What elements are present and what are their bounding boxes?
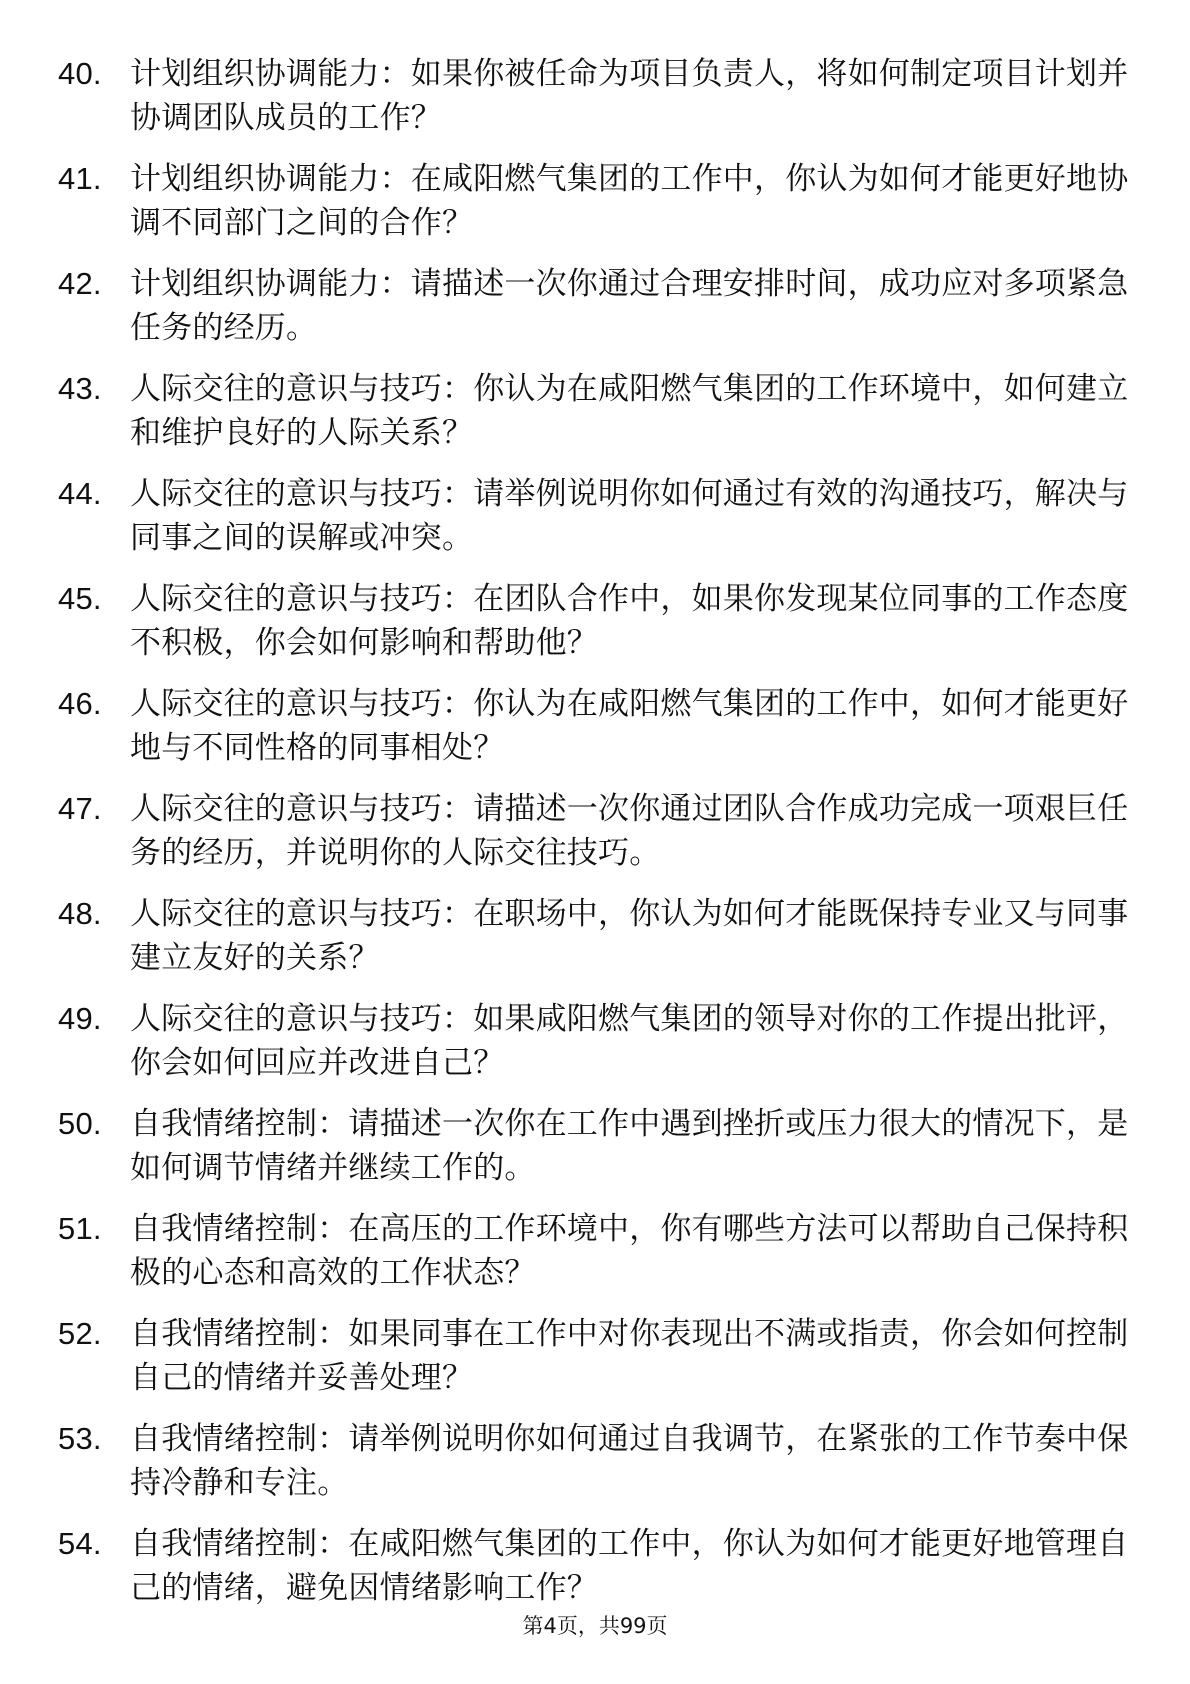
question-text: 人际交往的意识与技巧：你认为在咸阳燃气集团的工作环境中，如何建立和维护良好的人际关系？: [130, 371, 1129, 451]
question-number: 48.: [58, 896, 102, 931]
question-text: 计划组织协调能力：在咸阳燃气集团的工作中，你认为如何才能更好地协调不同部门之间的合作？: [130, 161, 1129, 241]
question-item: [58, 367, 1129, 455]
question-text: 自我情绪控制：请描述一次你在工作中遇到挫折或压力很大的情况下，是如何调节情绪并继续工作的。: [130, 1106, 1129, 1186]
question-item: [58, 1102, 1129, 1190]
question-text: 人际交往的意识与技巧：在团队合作中，如果你发现某位同事的工作态度不积极，你会如何影响和帮助他？: [130, 581, 1129, 661]
question-item: [58, 577, 1129, 665]
question-number: 44.: [58, 476, 102, 511]
question-item: [58, 1207, 1129, 1295]
question-text: 计划组织协调能力：请描述一次你通过合理安排时间，成功应对多项紧急任务的经历。: [130, 266, 1129, 346]
question-number: 47.: [58, 791, 102, 826]
question-item: [58, 52, 1129, 140]
question-item: [58, 1417, 1129, 1505]
question-item: [58, 157, 1129, 245]
question-item: [58, 1522, 1129, 1610]
question-item: [58, 472, 1129, 560]
question-text: 人际交往的意识与技巧：在职场中，你认为如何才能既保持专业又与同事建立友好的关系？: [130, 896, 1129, 976]
question-number: 53.: [58, 1421, 102, 1456]
question-item: [58, 262, 1129, 350]
question-list: [58, 52, 1129, 1627]
question-text: 计划组织协调能力：如果你被任命为项目负责人，将如何制定项目计划并协调团队成员的工作？: [130, 56, 1129, 136]
question-text: 人际交往的意识与技巧：请描述一次你通过团队合作成功完成一项艰巨任务的经历，并说明你的人际交往技巧。: [130, 791, 1129, 871]
question-number: 45.: [58, 581, 102, 616]
question-number: 42.: [58, 266, 102, 301]
page-indicator: 第4页，共99页: [522, 1614, 668, 1638]
question-number: 52.: [58, 1316, 102, 1351]
question-number: 46.: [58, 686, 102, 721]
question-item: [58, 682, 1129, 770]
question-text: 人际交往的意识与技巧：请举例说明你如何通过有效的沟通技巧，解决与同事之间的误解或冲突。: [130, 476, 1129, 556]
question-text: 人际交往的意识与技巧：你认为在咸阳燃气集团的工作中，如何才能更好地与不同性格的同事相处？: [130, 686, 1129, 766]
question-text: 自我情绪控制：在高压的工作环境中，你有哪些方法可以帮助自己保持积极的心态和高效的工作状态？: [130, 1211, 1129, 1291]
question-number: 50.: [58, 1106, 102, 1141]
question-number: 49.: [58, 1001, 102, 1036]
question-number: 43.: [58, 371, 102, 406]
question-number: 41.: [58, 161, 102, 196]
question-item: [58, 997, 1129, 1085]
question-number: 54.: [58, 1526, 102, 1561]
question-text: 自我情绪控制：请举例说明你如何通过自我调节，在紧张的工作节奏中保持冷静和专注。: [130, 1421, 1129, 1501]
question-text: 自我情绪控制：在咸阳燃气集团的工作中，你认为如何才能更好地管理自己的情绪，避免因情绪影响工作？: [130, 1526, 1129, 1606]
question-text: 人际交往的意识与技巧：如果咸阳燃气集团的领导对你的工作提出批评，你会如何回应并改进自己？: [130, 1001, 1129, 1081]
question-text: 自我情绪控制：如果同事在工作中对你表现出不满或指责，你会如何控制自己的情绪并妥善处理？: [130, 1316, 1129, 1396]
question-item: [58, 1312, 1129, 1400]
question-item: [58, 787, 1129, 875]
question-number: 51.: [58, 1211, 102, 1246]
question-item: [58, 892, 1129, 980]
question-number: 40.: [58, 56, 102, 91]
